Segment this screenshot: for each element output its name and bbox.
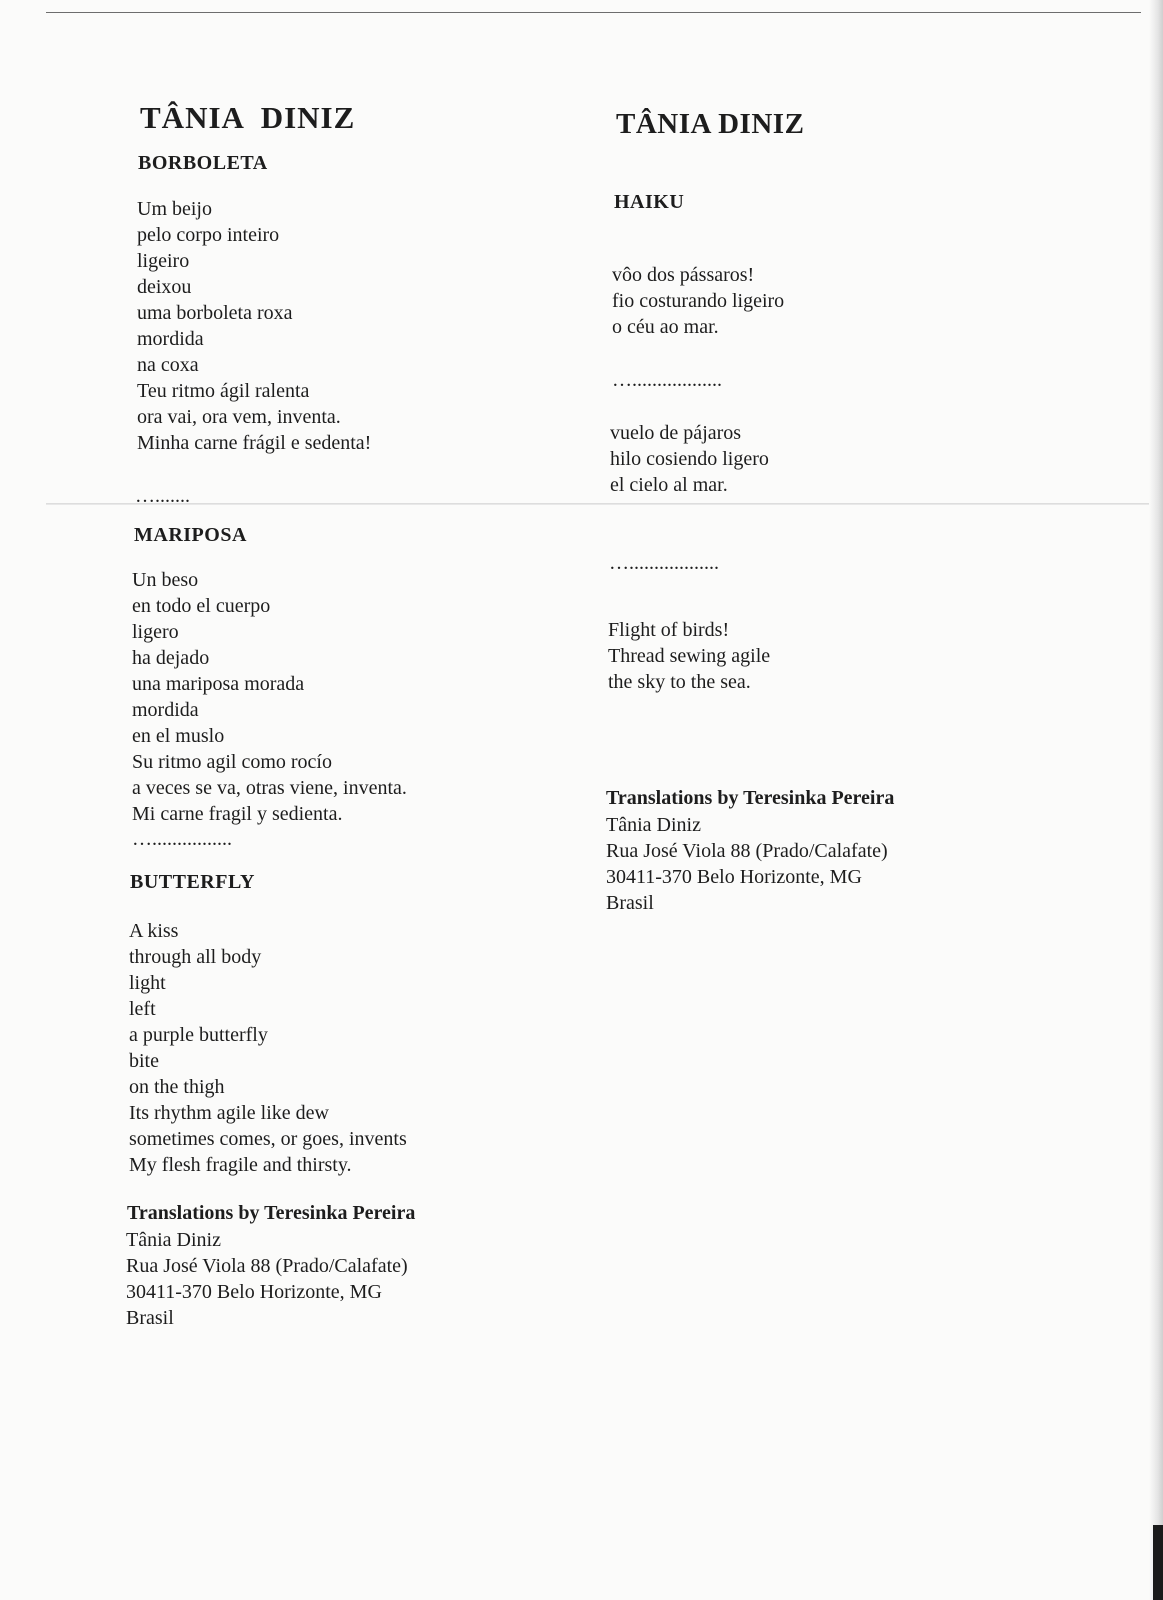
poem-line: en el muslo	[132, 725, 225, 747]
poem-title-haiku: HAIKU	[614, 191, 685, 213]
poem-line: Minha carne frágil e sedenta!	[137, 432, 372, 454]
poem-line: uma borboleta roxa	[137, 302, 293, 324]
poem-line: vôo dos pássaros!	[612, 264, 755, 286]
separator-dots: ….......	[135, 485, 190, 507]
address-line: 30411-370 Belo Horizonte, MG	[606, 866, 862, 888]
separator-dots: …..................	[612, 369, 722, 391]
poem-line: vuelo de pájaros	[610, 422, 742, 444]
poem-line: na coxa	[137, 354, 199, 376]
address-line: Rua José Viola 88 (Prado/Calafate)	[606, 840, 888, 862]
separator-dots: …..................	[609, 552, 719, 574]
poem-line: Um beijo	[137, 198, 212, 220]
poem-line: mordida	[137, 328, 204, 350]
poem-line: ha dejado	[132, 647, 210, 669]
author-heading: TÂNIA DINIZ	[140, 100, 356, 135]
poem-line: ligero	[132, 621, 179, 643]
address-line: Brasil	[126, 1307, 174, 1329]
poem-line: ora vai, ora vem, inventa.	[137, 406, 341, 428]
poem-line: en todo el cuerpo	[132, 595, 271, 617]
poem-line: light	[129, 972, 166, 994]
poem-title-mariposa: MARIPOSA	[134, 524, 247, 546]
poem-line: pelo corpo inteiro	[137, 224, 280, 246]
scanner-edge-mark	[1153, 1525, 1163, 1600]
author-heading: TÂNIA DINIZ	[616, 108, 805, 140]
poem-line: Mi carne fragil y sedienta.	[132, 803, 343, 825]
haiku-portuguese	[612, 262, 1046, 340]
address-line: Tânia Diniz	[126, 1229, 221, 1251]
poem-line: A kiss	[129, 920, 179, 942]
poem-line: on the thigh	[129, 1076, 225, 1098]
address-line: 30411-370 Belo Horizonte, MG	[126, 1281, 382, 1303]
address-line: Brasil	[606, 892, 654, 914]
poem-line: o céu ao mar.	[612, 316, 719, 338]
poem-line: Teu ritmo ágil ralenta	[137, 380, 310, 402]
poem-borboleta	[137, 196, 566, 456]
contact-address	[126, 1227, 566, 1331]
poem-line: Un beso	[132, 569, 199, 591]
translation-credit: Translations by Teresinka Pereira	[127, 1202, 416, 1224]
left-column	[126, 100, 566, 1331]
right-column	[606, 108, 1046, 916]
address-line: Rua José Viola 88 (Prado/Calafate)	[126, 1255, 408, 1277]
poem-line: Flight of birds!	[608, 619, 730, 641]
haiku-english	[608, 617, 1046, 695]
poem-line: deixou	[137, 276, 192, 298]
contact-address	[606, 812, 1046, 916]
poem-line: una mariposa morada	[132, 673, 305, 695]
poem-line: ligeiro	[137, 250, 190, 272]
poem-title-borboleta: BORBOLETA	[138, 152, 268, 174]
poem-line: a veces se va, otras viene, inventa.	[132, 777, 407, 799]
poem-line: Thread sewing agile	[608, 645, 771, 667]
poem-line: the sky to the sea.	[608, 671, 751, 693]
poem-line: a purple butterfly	[129, 1024, 268, 1046]
poem-line: bite	[129, 1050, 159, 1072]
haiku-spanish	[610, 420, 1046, 498]
poem-mariposa	[132, 567, 566, 827]
poem-butterfly	[129, 918, 566, 1178]
poem-line: el cielo al mar.	[610, 474, 728, 496]
page-right-edge-shadow	[1149, 0, 1163, 1600]
poem-line: fio costurando ligeiro	[612, 290, 785, 312]
translation-credit: Translations by Teresinka Pereira	[606, 787, 895, 809]
poem-line: mordida	[132, 699, 199, 721]
poem-title-butterfly: BUTTERFLY	[130, 871, 255, 893]
address-line: Tânia Diniz	[606, 814, 701, 836]
poem-line: My flesh fragile and thirsty.	[129, 1154, 352, 1176]
poem-line: Its rhythm agile like dew	[129, 1102, 329, 1124]
poem-line: hilo cosiendo ligero	[610, 448, 769, 470]
poem-line: left	[129, 998, 156, 1020]
page-top-edge	[46, 12, 1141, 13]
poem-line: Su ritmo agil como rocío	[132, 751, 332, 773]
separator-dots: …................	[132, 828, 232, 850]
poem-line: through all body	[129, 946, 262, 968]
poem-line: sometimes comes, or goes, invents	[129, 1128, 407, 1150]
